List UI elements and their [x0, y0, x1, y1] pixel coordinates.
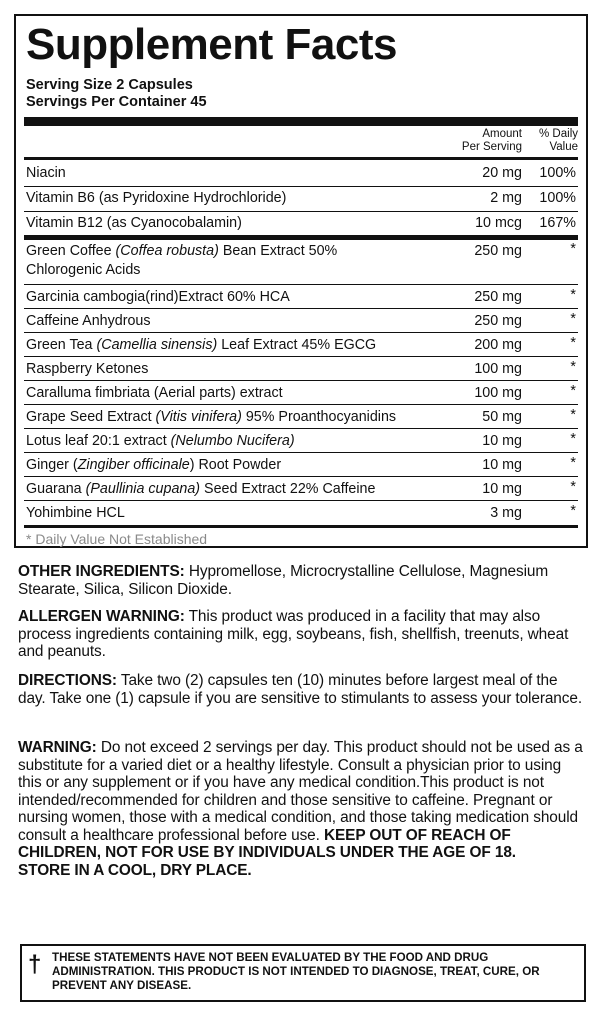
column-header-amount — [462, 128, 522, 154]
ingredient-amount: 100 mg — [474, 361, 522, 377]
ingredient-name-text: Grape Seed Extract — [26, 409, 156, 425]
row-divider — [24, 428, 578, 429]
ingredient-name-text: Garcinia cambogia(rind)Extract 60% HCA — [26, 289, 290, 305]
ingredient-daily-value: * — [570, 503, 576, 519]
ingredient-name — [26, 456, 281, 475]
ingredient-amount: 50 mg — [482, 409, 522, 425]
storage-instructions: STORE IN A COOL, DRY PLACE. — [18, 861, 252, 879]
ingredient-name — [26, 384, 283, 403]
row-divider — [24, 380, 578, 381]
ingredient-name-text: Leaf Extract 45% EGCG — [217, 337, 377, 353]
footer-divider — [24, 525, 578, 528]
ingredient-name-text: Bean Extract 50% — [218, 243, 338, 259]
section-divider — [24, 235, 578, 240]
allergen-warning — [18, 608, 588, 661]
warning-bold-tail: KEEP OUT OF REACH OF CHILDREN, NOT FOR USE BY INDIVIDUALS UNDER THE AGE OF 18. — [18, 826, 516, 861]
ingredient-amount: 10 mg — [482, 481, 522, 497]
ingredient-name-text: Raspberry Ketones — [26, 361, 149, 377]
row-divider — [24, 404, 578, 405]
ingredient-amount: 10 mg — [482, 433, 522, 449]
column-header-amount-line2: Per Serving — [461, 141, 522, 153]
ingredient-botanical-name: (Vitis vinifera) — [155, 409, 242, 425]
ingredient-amount: 100 mg — [474, 385, 522, 401]
ingredient-amount: 200 mg — [474, 337, 522, 353]
ingredient-name-text: Yohimbine HCL — [26, 505, 125, 521]
ingredient-botanical-name: (Coffea robusta) — [115, 243, 219, 259]
ingredient-name-text: 95% Proanthocyanidins — [241, 409, 397, 425]
ingredient-name — [26, 336, 376, 355]
ingredient-name-text: Green Tea — [26, 337, 97, 353]
ingredient-amount: 250 mg — [474, 243, 522, 259]
ingredient-name — [26, 360, 148, 379]
nutrient-daily-value: 167% — [539, 215, 576, 231]
column-header-dv-line1: % Daily — [539, 128, 578, 140]
nutrient-daily-value: 100% — [539, 165, 576, 181]
directions-label: DIRECTIONS: — [18, 672, 117, 689]
ingredient-name-text: ) Root Powder — [189, 457, 282, 473]
other-ingredients-label: OTHER INGREDIENTS: — [18, 563, 185, 580]
ingredient-daily-value: * — [570, 359, 576, 375]
nutrient-amount: 20 mg — [482, 165, 522, 181]
ingredient-amount: 10 mg — [482, 457, 522, 473]
ingredient-botanical-name: (Paullinia cupana) — [85, 481, 201, 497]
ingredient-daily-value: * — [570, 407, 576, 423]
column-header-amount-line1: Amount — [482, 128, 522, 140]
warning-label: WARNING: — [18, 739, 97, 756]
nutrient-amount: 2 mg — [490, 190, 522, 206]
row-divider — [24, 308, 578, 309]
row-divider — [24, 284, 578, 285]
heavy-divider — [24, 117, 578, 126]
row-divider — [24, 332, 578, 333]
ingredient-name — [26, 432, 295, 451]
allergen-warning-text: This product was produced in a facility that may also process ingredients containing milk, egg, soybeans, fish, shellfish, treenuts, wheat and peanuts. — [18, 608, 569, 660]
ingredient-name — [26, 480, 375, 499]
ingredient-daily-value: * — [570, 455, 576, 471]
ingredient-name-text: Seed Extract 22% Caffeine — [200, 481, 376, 497]
ingredient-name-text: Chlorogenic Acids — [26, 262, 141, 278]
ingredient-name-text: Ginger ( — [26, 457, 78, 473]
ingredient-botanical-name: (Nelumbo Nucifera) — [170, 433, 295, 449]
allergen-warning-label: ALLERGEN WARNING: — [18, 608, 185, 625]
nutrient-name: Vitamin B6 (as Pyridoxine Hydrochloride) — [26, 190, 287, 206]
ingredient-name — [26, 408, 396, 427]
nutrient-amount: 10 mcg — [475, 215, 522, 231]
ingredient-name-text: Guarana — [26, 481, 86, 497]
row-divider — [24, 500, 578, 501]
panel-title: Supplement Facts — [26, 20, 397, 69]
supplement-facts-panel — [14, 14, 588, 548]
ingredient-name-text: Lotus leaf 20:1 extract — [26, 433, 171, 449]
ingredient-name-text: Caralluma fimbriata (Aerial parts) extract — [26, 385, 283, 401]
ingredient-daily-value: * — [570, 287, 576, 303]
dagger-icon: † — [28, 951, 42, 978]
ingredient-daily-value: * — [570, 431, 576, 447]
ingredient-name-text: Caffeine Anhydrous — [26, 313, 151, 329]
disclaimer-text: THESE STATEMENTS HAVE NOT BEEN EVALUATED BY THE FOOD AND DRUG ADMINISTRATION. THIS PRODUCT IS NOT INTENDED TO DIAGNOSE, TREAT, CURE, OR PREVENT ANY DISEASE. — [52, 951, 540, 992]
directions-text: Take two (2) capsules ten (10) minutes before largest meal of the day. Take one (1) capsule if you are sensitive to stimulants to assess your tolerance. — [18, 672, 582, 707]
ingredient-botanical-name: (Camellia sinensis) — [96, 337, 218, 353]
ingredient-daily-value: * — [570, 241, 576, 257]
ingredient-amount: 250 mg — [474, 313, 522, 329]
ingredient-botanical-name: Zingiber officinale — [77, 457, 190, 473]
column-header-daily-value — [539, 128, 578, 154]
other-ingredients-text: Hypromellose, Microcrystalline Cellulose, Magnesium Stearate, Silica, Silicon Dioxide. — [18, 563, 549, 598]
row-divider — [24, 211, 578, 212]
ingredient-daily-value: * — [570, 311, 576, 327]
row-divider — [24, 476, 578, 477]
header-divider — [24, 157, 578, 160]
ingredient-name — [26, 288, 290, 307]
directions — [18, 672, 588, 707]
ingredient-amount: 250 mg — [474, 289, 522, 305]
serving-size: Serving Size 2 Capsules — [26, 77, 193, 93]
nutrient-daily-value: 100% — [539, 190, 576, 206]
column-header-dv-line2: Value — [549, 141, 578, 153]
warning — [18, 739, 588, 879]
nutrient-name: Niacin — [26, 165, 66, 181]
nutrient-name: Vitamin B12 (as Cyanocobalamin) — [26, 215, 242, 231]
daily-value-footnote: * Daily Value Not Established — [26, 531, 208, 547]
ingredient-name — [26, 242, 337, 280]
row-divider — [24, 452, 578, 453]
other-ingredients — [18, 563, 588, 598]
fda-disclaimer — [20, 944, 586, 1002]
ingredient-daily-value: * — [570, 383, 576, 399]
ingredient-daily-value: * — [570, 479, 576, 495]
servings-per-container: Servings Per Container 45 — [26, 94, 207, 110]
ingredient-name-text: Green Coffee — [26, 243, 116, 259]
row-divider — [24, 186, 578, 187]
ingredient-amount: 3 mg — [490, 505, 522, 521]
row-divider — [24, 356, 578, 357]
warning-text: Do not exceed 2 servings per day. This product should not be used as a substitute for a varied diet or a healthy lifestyle. Consult a physician prior to using this or any supplement or if you have any medical condition.This product is not intended/recommended for children and those sensitive to caffeine. Pregnant or nursing women, those with a medical condition, and those taking medication should consult a healthcare professional before use. — [18, 739, 583, 844]
ingredient-daily-value: * — [570, 335, 576, 351]
ingredient-name — [26, 312, 151, 331]
ingredient-name — [26, 504, 125, 523]
